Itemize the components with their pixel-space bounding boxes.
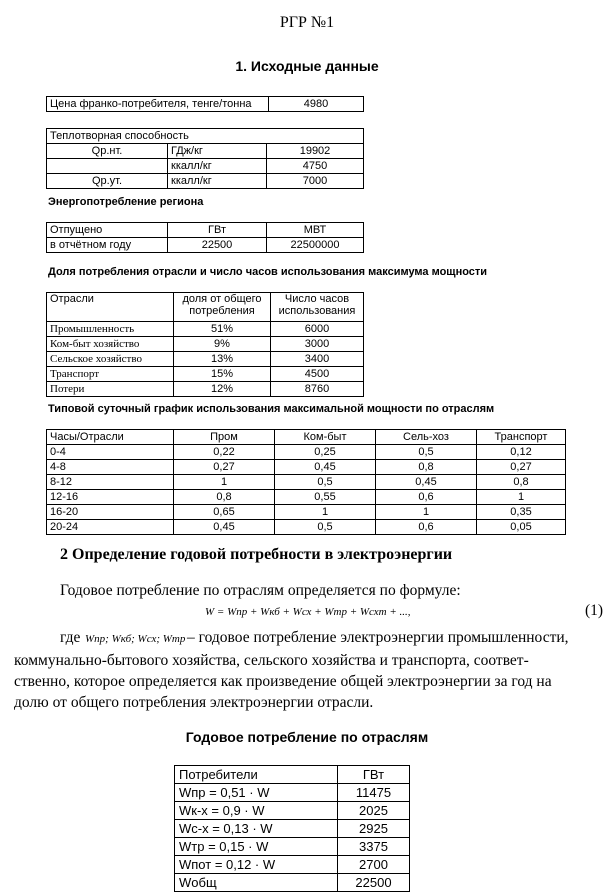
where-word: где xyxy=(60,629,81,646)
daily-cell: 0,35 xyxy=(477,505,566,520)
daily-header: Ком-быт xyxy=(275,430,376,445)
share-row-name: Промышленность xyxy=(47,322,174,337)
daily-table xyxy=(46,429,566,535)
daily-cell: 0,27 xyxy=(477,460,566,475)
daily-cell: 16-20 xyxy=(47,505,174,520)
formula-vars: Wпр; Wкб; Wсх; Wтр xyxy=(85,633,186,645)
annual-row-value: 2925 xyxy=(338,820,410,838)
energy-cell: МВТ xyxy=(267,223,364,238)
daily-cell: 0,5 xyxy=(275,475,376,490)
daily-cell: 0,45 xyxy=(275,460,376,475)
annual-row-label: Wк-х = 0,9 · W xyxy=(175,802,338,820)
heat-unit: ГДж/кг xyxy=(168,144,267,159)
daily-cell: 20-24 xyxy=(47,520,174,535)
share-title: Доля потребления отрасли и число часов использования максимума мощности xyxy=(48,266,488,278)
daily-cell: 0,27 xyxy=(174,460,275,475)
annual-row-label: Wпр = 0,51 · W xyxy=(175,784,338,802)
section-1-heading: 1. Исходные данные xyxy=(235,58,379,74)
page-title: РГР №1 xyxy=(279,14,335,31)
share-row-hours: 3400 xyxy=(271,352,364,367)
daily-cell: 0-4 xyxy=(47,445,174,460)
daily-header: Часы/Отрасли xyxy=(47,430,174,445)
daily-cell: 0,22 xyxy=(174,445,275,460)
daily-cell: 0,45 xyxy=(174,520,275,535)
share-row-hours: 6000 xyxy=(271,322,364,337)
annual-row-label: Wпот = 0,12 · W xyxy=(175,856,338,874)
heat-value: 4750 xyxy=(267,159,364,174)
daily-cell: 0,12 xyxy=(477,445,566,460)
daily-header: Транспорт xyxy=(477,430,566,445)
annual-row-value: 2700 xyxy=(338,856,410,874)
share-header: Отрасли xyxy=(47,293,174,322)
price-label: Цена франко-потребителя, тенге/тонна xyxy=(47,97,269,112)
daily-header: Пром xyxy=(174,430,275,445)
equation-number: (1) xyxy=(585,602,604,619)
heat-value: 7000 xyxy=(267,174,364,189)
share-row-name: Потери xyxy=(47,382,174,397)
annual-header: ГВт xyxy=(338,766,410,784)
share-row-share: 15% xyxy=(174,367,271,382)
price-table xyxy=(46,96,364,112)
annual-row-label: Wтр = 0,15 · W xyxy=(175,838,338,856)
daily-cell: 0,45 xyxy=(376,475,477,490)
share-row-name: Сельское хозяйство xyxy=(47,352,174,367)
annual-row-value: 11475 xyxy=(338,784,410,802)
annual-row-label: Wобщ xyxy=(175,874,338,892)
para-line: ственно, которое определяется как произведение общей электроэнергии за год на xyxy=(14,673,552,690)
daily-cell: 1 xyxy=(376,505,477,520)
daily-cell: 0,25 xyxy=(275,445,376,460)
energy-cell: в отчётном году xyxy=(47,238,168,253)
share-row-share: 51% xyxy=(174,322,271,337)
daily-cell: 0,5 xyxy=(275,520,376,535)
share-row-share: 13% xyxy=(174,352,271,367)
heat-name xyxy=(47,159,168,174)
share-row-name: Ком-быт хозяйство xyxy=(47,337,174,352)
energy-cell: 22500 xyxy=(168,238,267,253)
annual-header: Потребители xyxy=(175,766,338,784)
heat-name: Qр.ут. xyxy=(47,174,168,189)
daily-cell: 1 xyxy=(275,505,376,520)
share-row-hours: 3000 xyxy=(271,337,364,352)
share-row-hours: 8760 xyxy=(271,382,364,397)
share-header: доля от общего потребления xyxy=(174,293,271,322)
annual-table xyxy=(174,765,410,892)
daily-cell: 4-8 xyxy=(47,460,174,475)
heat-unit: ккалл/кг xyxy=(168,174,267,189)
share-row-share: 9% xyxy=(174,337,271,352)
daily-cell: 1 xyxy=(477,490,566,505)
daily-cell: 0,5 xyxy=(376,445,477,460)
daily-title: Типовой суточный график использования максимальной мощности по отраслям xyxy=(48,403,495,415)
section-2-heading: 2 Определение годовой потребности в электроэнергии xyxy=(60,546,453,563)
energy-cell: 22500000 xyxy=(267,238,364,253)
price-value: 4980 xyxy=(269,97,364,112)
energy-title: Энергопотребление региона xyxy=(48,196,204,208)
share-row-name: Транспорт xyxy=(47,367,174,382)
daily-cell: 0,65 xyxy=(174,505,275,520)
heat-unit: ккалл/кг xyxy=(168,159,267,174)
para-line: коммунально-бытового хозяйства, сельского хозяйства и транспорта, соответ- xyxy=(14,652,529,669)
share-row-share: 12% xyxy=(174,382,271,397)
daily-cell: 0,8 xyxy=(477,475,566,490)
daily-cell: 0,6 xyxy=(376,520,477,535)
share-table xyxy=(46,292,364,397)
energy-cell: Отпущено xyxy=(47,223,168,238)
annual-row-value: 3375 xyxy=(338,838,410,856)
energy-table xyxy=(46,222,364,253)
daily-header: Сель-хоз xyxy=(376,430,477,445)
formula: W = Wпр + Wкб + Wсх + Wтр + Wсхт + ..., xyxy=(205,606,411,618)
daily-cell: 0,05 xyxy=(477,520,566,535)
annual-title: Годовое потребление по отраслям xyxy=(185,729,429,745)
intro-text: Годовое потребление по отраслям определяется по формуле: xyxy=(60,582,461,599)
daily-cell: 0,8 xyxy=(376,460,477,475)
heat-table xyxy=(46,128,364,189)
annual-row-label: Wс-х = 0,13 · W xyxy=(175,820,338,838)
para-line: долю от общего потребления электроэнергии отрасли. xyxy=(14,694,374,711)
annual-row-value: 2025 xyxy=(338,802,410,820)
energy-cell: ГВт xyxy=(168,223,267,238)
daily-cell: 1 xyxy=(174,475,275,490)
heat-name: Qр.нт. xyxy=(47,144,168,159)
share-row-hours: 4500 xyxy=(271,367,364,382)
daily-cell: 0,6 xyxy=(376,490,477,505)
daily-cell: 0,8 xyxy=(174,490,275,505)
para-line: – годовое потребление электроэнергии промышленности, xyxy=(187,629,569,646)
share-header: Число часов использования xyxy=(271,293,364,322)
daily-cell: 12-16 xyxy=(47,490,174,505)
heat-title: Теплотворная способность xyxy=(47,129,364,144)
heat-value: 19902 xyxy=(267,144,364,159)
daily-cell: 8-12 xyxy=(47,475,174,490)
daily-cell: 0,55 xyxy=(275,490,376,505)
annual-row-value: 22500 xyxy=(338,874,410,892)
